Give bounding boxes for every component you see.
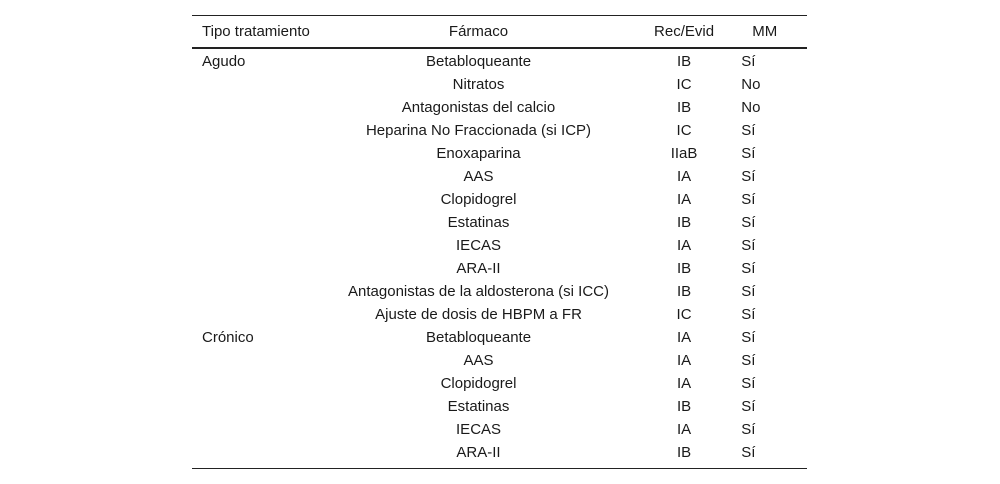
- table-row: [192, 165, 807, 188]
- cell-mm: Sí: [741, 122, 756, 139]
- cell-mm: Sí: [741, 237, 756, 254]
- cell-recommendation-evidence: IC: [676, 122, 692, 139]
- header-treatment-type: Tipo tratamiento: [202, 23, 310, 40]
- cell-recommendation-evidence: IB: [676, 283, 692, 300]
- table-row: [192, 326, 807, 349]
- cell-recommendation-evidence: IB: [676, 444, 692, 461]
- cell-drug: Estatinas: [447, 214, 510, 231]
- cell-drug: Heparina No Fraccionada (si ICP): [365, 122, 592, 139]
- cell-treatment-type: [192, 395, 326, 418]
- cell-drug: IECAS: [456, 237, 502, 254]
- cell-drug: Antagonistas de la aldosterona (si ICC): [348, 283, 610, 300]
- cell-mm: Sí: [741, 444, 756, 461]
- cell-mm: Sí: [741, 283, 756, 300]
- table-row: [192, 441, 807, 469]
- table-row: [192, 119, 807, 142]
- table-row: [192, 257, 807, 280]
- cell-mm: Sí: [741, 352, 756, 369]
- cell-mm: Sí: [741, 375, 756, 392]
- cell-drug: ARA-II: [456, 260, 501, 277]
- treatment-table: [192, 15, 807, 469]
- cell-treatment-type: [192, 234, 326, 257]
- table-row: [192, 48, 807, 73]
- cell-mm: Sí: [741, 191, 756, 208]
- table-row: [192, 211, 807, 234]
- header-recommendation-evidence: Rec/Evid: [654, 23, 715, 40]
- cell-treatment-type: [192, 142, 326, 165]
- cell-recommendation-evidence: IA: [676, 237, 692, 254]
- header-drug: Fármaco: [448, 23, 509, 40]
- table-row: [192, 349, 807, 372]
- cell-recommendation-evidence: IA: [676, 168, 692, 185]
- cell-treatment-type: [192, 188, 326, 211]
- table-row: [192, 395, 807, 418]
- cell-treatment-type: [192, 96, 326, 119]
- table-row: [192, 280, 807, 303]
- table-body: [192, 48, 807, 469]
- cell-treatment-type: [192, 441, 326, 469]
- cell-mm: Sí: [741, 168, 756, 185]
- table-row: [192, 234, 807, 257]
- cell-recommendation-evidence: IA: [676, 421, 692, 438]
- cell-mm: No: [741, 76, 761, 93]
- cell-treatment-type: [192, 418, 326, 441]
- cell-treatment-type: [192, 280, 326, 303]
- cell-recommendation-evidence: IIaB: [670, 145, 698, 162]
- cell-treatment-type: [192, 372, 326, 395]
- cell-mm: Sí: [741, 306, 756, 323]
- cell-recommendation-evidence: IA: [676, 191, 692, 208]
- cell-recommendation-evidence: IB: [676, 260, 692, 277]
- cell-mm: Sí: [741, 53, 756, 70]
- cell-treatment-type: [192, 211, 326, 234]
- cell-drug: ARA-II: [456, 444, 501, 461]
- cell-treatment-type: [192, 257, 326, 280]
- table-row: [192, 142, 807, 165]
- cell-treatment-type: Agudo: [202, 53, 246, 70]
- table-row: [192, 96, 807, 119]
- cell-recommendation-evidence: IA: [676, 375, 692, 392]
- header-row: [192, 16, 807, 49]
- header-mm: MM: [752, 23, 778, 40]
- cell-drug: Nitratos: [452, 76, 505, 93]
- cell-treatment-type: [192, 349, 326, 372]
- cell-drug: Ajuste de dosis de HBPM a FR: [375, 306, 582, 323]
- cell-mm: Sí: [741, 214, 756, 231]
- cell-drug: Betabloqueante: [425, 53, 532, 70]
- cell-mm: Sí: [741, 260, 756, 277]
- cell-mm: Sí: [741, 145, 756, 162]
- cell-recommendation-evidence: IB: [676, 214, 692, 231]
- cell-recommendation-evidence: IB: [676, 398, 692, 415]
- treatment-table-container: [192, 15, 807, 469]
- cell-treatment-type: [192, 119, 326, 142]
- cell-mm: Sí: [741, 329, 756, 346]
- cell-treatment-type: [192, 303, 326, 326]
- cell-drug: Enoxaparina: [436, 145, 521, 162]
- cell-drug: Estatinas: [447, 398, 510, 415]
- cell-drug: Betabloqueante: [425, 329, 532, 346]
- table-row: [192, 73, 807, 96]
- cell-recommendation-evidence: IA: [676, 352, 692, 369]
- table-row: [192, 303, 807, 326]
- cell-drug: AAS: [463, 352, 494, 369]
- cell-recommendation-evidence: IB: [676, 53, 692, 70]
- cell-recommendation-evidence: IB: [676, 99, 692, 116]
- cell-mm: No: [741, 99, 761, 116]
- cell-recommendation-evidence: IC: [676, 306, 692, 323]
- cell-mm: Sí: [741, 398, 756, 415]
- cell-drug: AAS: [463, 168, 494, 185]
- cell-mm: Sí: [741, 421, 756, 438]
- table-row: [192, 372, 807, 395]
- cell-treatment-type: Crónico: [202, 329, 254, 346]
- cell-recommendation-evidence: IA: [676, 329, 692, 346]
- cell-drug: Clopidogrel: [440, 375, 517, 392]
- table-row: [192, 188, 807, 211]
- cell-drug: Antagonistas del calcio: [401, 99, 556, 116]
- cell-recommendation-evidence: IC: [676, 76, 692, 93]
- table-row: [192, 418, 807, 441]
- cell-drug: IECAS: [456, 421, 502, 438]
- cell-treatment-type: [192, 73, 326, 96]
- cell-drug: Clopidogrel: [440, 191, 517, 208]
- cell-treatment-type: [192, 165, 326, 188]
- table-header: [192, 16, 807, 49]
